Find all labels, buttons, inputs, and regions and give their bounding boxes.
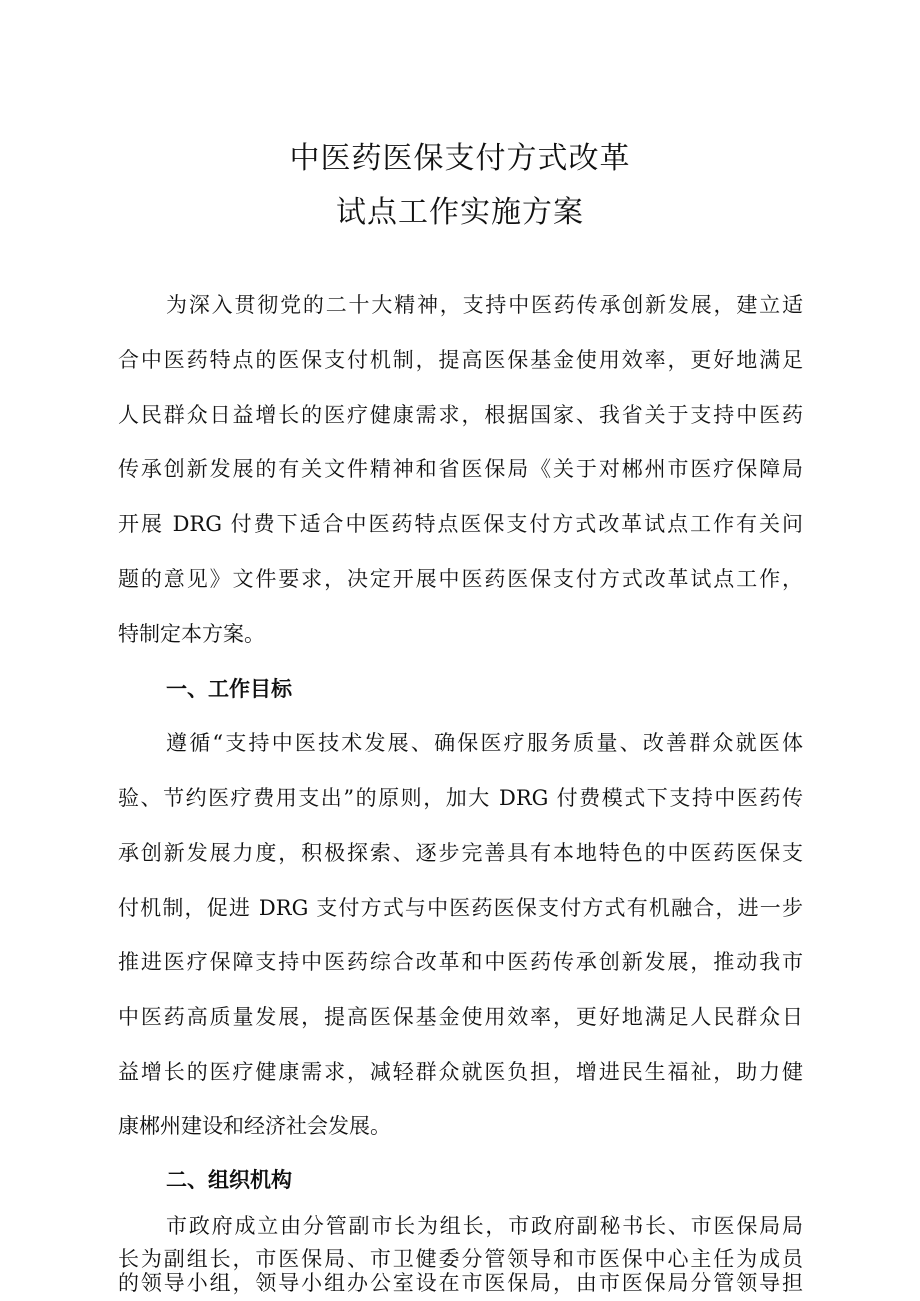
intro-line: 为深入贯彻党的二十大精神，支持中医药传承创新发展，建立适 bbox=[166, 293, 803, 317]
intro-line: 合中医药特点的医保支付机制，提高医保基金使用效率，更好地满足 bbox=[118, 348, 803, 372]
intro-line: 开展 DRG 付费下适合中医药特点医保支付方式改革试点工作有关问 bbox=[118, 512, 803, 536]
intro-line: 人民群众日益增长的医疗健康需求，根据国家、我省关于支持中医药 bbox=[118, 403, 803, 427]
section1-line: 承创新发展力度，积极探索、逐步完善具有本地特色的中医药医保支 bbox=[118, 841, 803, 865]
intro-line: 特制定本方案。 bbox=[118, 622, 265, 646]
section1-line: 付机制，促进 DRG 支付方式与中医药医保支付方式有机融合，进一步 bbox=[118, 896, 803, 920]
section1-line: 益增长的医疗健康需求，减轻群众就医负担，增进民生福祉，助力健 bbox=[118, 1060, 803, 1084]
intro-line: 题的意见》文件要求，决定开展中医药医保支付方式改革试点工作， bbox=[118, 567, 803, 591]
document-title-line-2: 试点工作实施方案 bbox=[336, 195, 584, 230]
intro-line: 传承创新发展的有关文件精神和省医保局《关于对郴州市医疗保障局 bbox=[118, 457, 803, 481]
section-heading-organization: 二、组织机构 bbox=[166, 1168, 292, 1192]
section1-line: 验、节约医疗费用支出”的原则，加大 DRG 付费模式下支持中医药传 bbox=[118, 786, 803, 810]
section2-line: 长为副组长，市医保局、市卫健委分管领导和市医保中心主任为成员 bbox=[118, 1247, 803, 1271]
section1-line: 遵循“支持中医技术发展、确保医疗服务质量、改善群众就医体 bbox=[166, 731, 803, 755]
section1-line: 中医药高质量发展，提高医保基金使用效率，更好地满足人民群众日 bbox=[118, 1005, 803, 1029]
section-heading-goals: 一、工作目标 bbox=[166, 677, 292, 701]
section1-line: 推进医疗保障支持中医药综合改革和中医药传承创新发展，推动我市 bbox=[118, 950, 803, 974]
section1-line: 康郴州建设和经济社会发展。 bbox=[118, 1114, 391, 1138]
document-title-line-1: 中医药医保支付方式改革 bbox=[289, 141, 631, 176]
section2-line: 的领导小组，领导小组办公室设在市医保局，由市医保局分管领导担 bbox=[118, 1271, 803, 1295]
section2-line: 市政府成立由分管副市长为组长，市政府副秘书长、市医保局局 bbox=[166, 1214, 803, 1238]
